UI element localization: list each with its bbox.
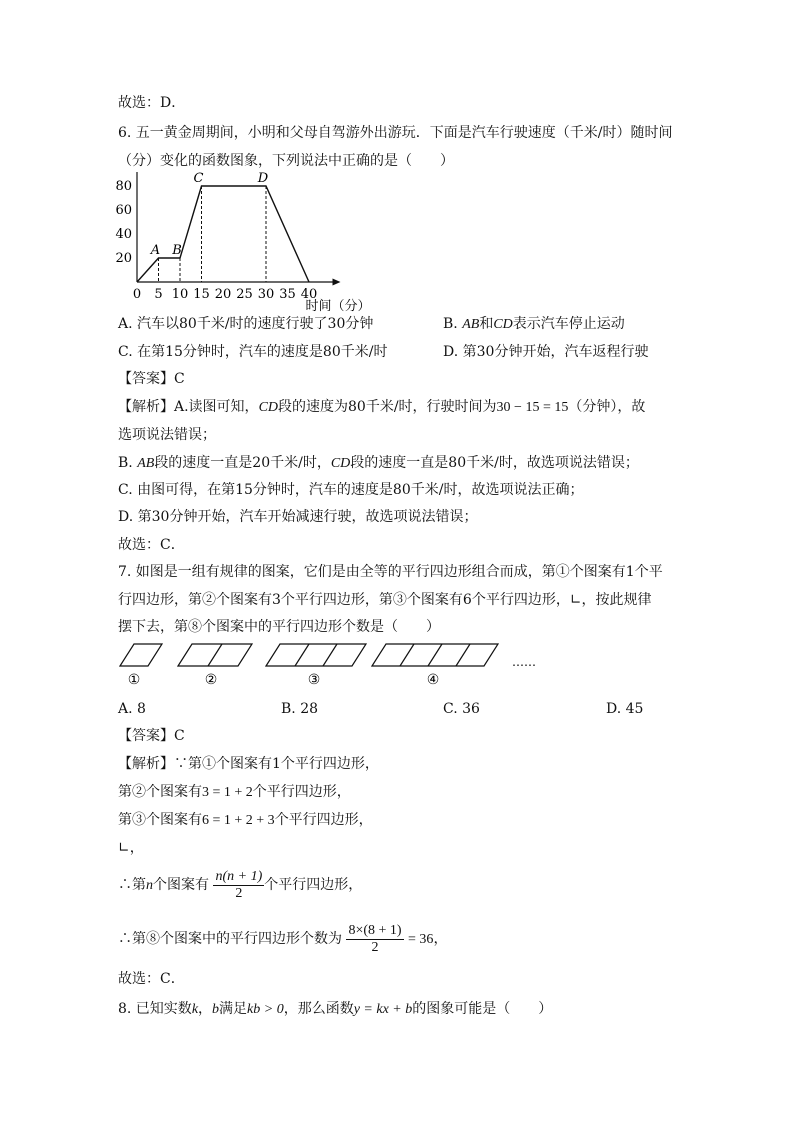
q7-stem-line1: 7. 如图是一组有规律的图案，它们是由全等的平行四边形组合而成，第①个图案有1个平 [118,564,663,580]
q6-analysis-l3-ab: AB [137,456,155,471]
q6-option-b-ab: AB [462,317,480,332]
q6-analysis-l1-cd: CD [258,400,279,415]
q7-analysis-l2-b: 个平行四边形， [252,784,351,800]
x-tick-label: 30 [257,287,275,302]
pattern-label-1: ① [127,672,141,688]
q7-analysis-l3-a: 第③个图案有 [118,812,202,828]
q7-option-c: C. 36 [443,701,480,717]
q6-stem-line2: （分）变化的函数图象，下列说法中正确的是（ ） [118,153,454,169]
q6-option-c: C. 在第15分钟时，汽车的速度是80千米/时 [118,344,388,360]
q7-analysis-l6-a: ∴第⑧个图案中的平行四边形个数为 [118,931,342,947]
q7-analysis-l5-n: n [146,878,153,893]
q7-answer: 【答案】C [118,728,185,744]
q6-option-a: A. 汽车以80千米/时的速度行驶了30分钟 [118,316,374,332]
q7-analysis-l3-expr: 6 = 1 + 2 + 3 [202,813,275,828]
point-label-b: B [172,243,182,258]
q6-analysis-line1 [118,398,645,417]
q6-analysis-l3-b: 段的速度一直是20千米/时， [154,455,331,471]
q7-stem-line2: 行四边形，第②个图案有3个平行四边形，第③个图案有6个平行四边形，∟，按此规律 [118,592,652,608]
q6-analysis-l3-a: B. [118,455,133,471]
x-axis-label: 时间（分） [305,299,371,312]
x-tick-label: 35 [279,287,296,302]
x-tick-label: 20 [214,287,232,302]
x-tick-label: 10 [171,287,189,302]
pattern-1-figure [120,644,162,666]
q8-stem-comma: ， [198,1001,213,1017]
q8-stem-a: 8. 已知实数 [118,1001,192,1017]
y-tick-label: 60 [115,203,132,218]
q7-eighth-denominator: 2 [371,939,379,955]
pattern-label-3: ③ [307,672,321,688]
q6-option-b-mid: 和 [479,316,494,332]
q7-analysis-line1: 【解析】∵第①个图案有1个平行四边形， [118,756,379,772]
previous-answer: 故选：D． [118,95,186,111]
y-tick-label: 40 [115,227,132,242]
q6-analysis-line4: C. 由图可得，在第15分钟时，汽车的速度是80千米/时，故选项说法正确； [118,482,584,498]
q6-analysis-l1-b: 段的速度为80千米/时，行驶时间为 [278,399,497,415]
q7-analysis-l2-expr: 3 = 1 + 2 [202,785,253,800]
q6-stem-line1: 6. 五一黄金周期间，小明和父母自驾游外出游玩．下面是汽车行驶速度（千米/时）随时间 [118,125,673,141]
x-axis-arrow [333,279,341,286]
point-label-c: C [193,172,204,186]
q8-stem-end: 的图象可能是（ ） [412,1001,553,1017]
q7-stem-line3: 摆下去，第⑧个图案中的平行四边形个数是（ ） [118,619,440,635]
q7-analysis-line3 [118,811,373,830]
q6-option-b-prefix: B. [443,316,458,332]
x-tick-label: 25 [236,287,253,302]
q8-stem-cond: kb > 0 [247,1002,284,1017]
point-label-a: A [150,243,161,258]
q8-stem-func: y = kx + b [353,1002,413,1017]
pattern-ellipsis: …… [512,655,536,669]
q7-eighth-fraction [346,923,403,956]
pattern-label-4: ④ [426,672,440,688]
q7-option-a: A. 8 [118,701,146,717]
y-tick-label: 80 [115,179,132,194]
q8-stem-mid2: ，那么函数 [283,1001,354,1017]
q6-analysis-l1-c: （分钟），故 [568,399,646,415]
q7-conclusion: 故选：C． [118,971,185,987]
q7-general-denominator: 2 [235,885,243,901]
q6-option-b-suffix: 表示汽车停止运动 [512,316,625,332]
y-tick-label: 20 [115,251,132,266]
q7-analysis-l6-c: ， [433,931,448,947]
q7-general-numerator: n(n + 1) [215,868,263,884]
q8-stem-k: k [191,1002,199,1017]
q8-stem [118,1000,552,1019]
q6-analysis-line2: 选项说法错误； [118,427,216,443]
q7-analysis-line4: ∟， [118,840,144,856]
pattern-label-2: ② [204,672,218,688]
x-tick-label: 5 [154,287,163,302]
q7-option-d: D. 45 [606,701,644,717]
x-tick-label: 15 [193,287,210,302]
q7-analysis-l5-c: 个平行四边形， [264,877,363,893]
point-label-d: D [257,172,269,186]
speed-time-graph [112,172,412,312]
q6-analysis-l1-a: 【解析】A.读图可知， [118,399,259,415]
q6-option-b [443,315,625,334]
pattern-3-figure [266,644,366,666]
x-tick-label: 40 [300,287,318,302]
q8-stem-b: b [212,1002,220,1017]
q6-answer: 【答案】C [118,371,185,387]
q7-analysis-line2 [118,783,351,802]
q6-analysis-l1-expr: 30 − 15 = 15 [496,400,569,415]
q7-analysis-l3-b: 个平行四边形， [274,812,373,828]
q6-analysis-l3-c: 段的速度一直是80千米/时，故选项说法错误； [350,455,639,471]
q7-analysis-l2-a: 第②个图案有 [118,784,202,800]
q7-analysis-line5 [118,866,362,905]
q7-analysis-l6-result: = 36 [408,932,434,947]
q6-analysis-l3-cd: CD [330,456,351,471]
pattern-4-figure [372,644,498,666]
q6-conclusion: 故选：C． [118,537,185,553]
q7-general-fraction [213,869,264,902]
q6-analysis-line3 [118,454,639,473]
q6-analysis-line5: D. 第30分钟开始，汽车开始减速行驶，故选项说法错误； [118,509,478,525]
q7-analysis-line6 [118,920,447,959]
q7-analysis-l5-b: 个图案有 [153,877,209,893]
q6-option-d: D. 第30分钟开始，汽车返程行驶 [443,344,649,360]
pattern-2-figure [178,644,252,666]
parallelogram-patterns [112,638,552,690]
x-tick-label: 0 [132,287,142,302]
q7-option-b: B. 28 [281,701,319,717]
q8-stem-mid: 满足 [219,1001,248,1017]
q7-eighth-numerator: 8×(8 + 1) [348,922,402,938]
q7-analysis-l5-a: ∴第 [118,877,146,893]
speed-series-line [137,186,309,282]
q6-option-b-cd: CD [493,317,513,332]
